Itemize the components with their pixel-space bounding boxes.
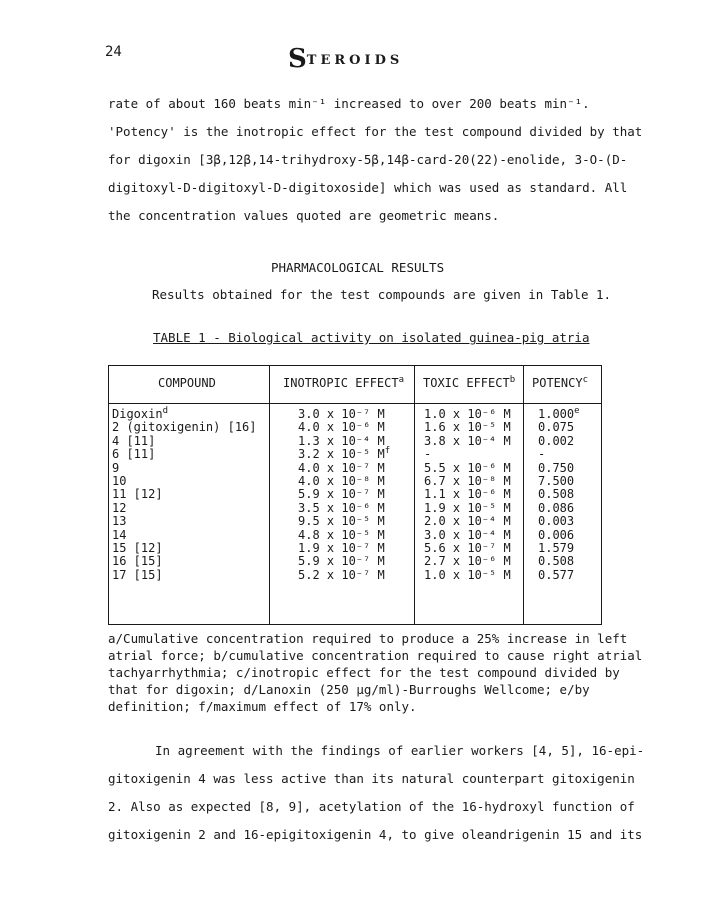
- cell-compound: [112, 487, 163, 502]
- intro-line-2: 'Potency' is the inotropic effect for the test compound divided by that: [108, 124, 643, 139]
- cell-inotropic: [298, 487, 385, 502]
- discussion-line-1: In agreement with the findings of earlier workers [4, 5], 16-epi-: [155, 743, 645, 758]
- cell-toxic-text: 3.0 x 10⁻⁴ M: [424, 528, 511, 542]
- cell-toxic: [424, 434, 511, 449]
- cell-potency-text: 0.750: [538, 461, 575, 475]
- cell-inotropic-text: 1.9 x 10⁻⁷ M: [298, 541, 385, 555]
- header-toxic: [423, 376, 515, 390]
- header-compound: COMPOUND: [158, 376, 216, 390]
- cell-potency-text: 0.003: [538, 514, 575, 528]
- discussion-line-3: 2. Also as expected [8, 9], acetylation of the 16-hydroxyl function of: [108, 799, 635, 814]
- results-sentence: Results obtained for the test compounds are given in Table 1.: [152, 287, 612, 302]
- journal-title: [288, 44, 403, 74]
- cell-potency: [538, 447, 545, 462]
- cell-toxic-text: 1.0 x 10⁻⁵ M: [424, 568, 511, 582]
- cell-toxic: [424, 568, 511, 583]
- cell-compound-text: 14: [112, 528, 127, 542]
- cell-compound-text: 10: [112, 474, 127, 488]
- cell-inotropic-text: 4.8 x 10⁻⁵ M: [298, 528, 385, 542]
- cell-toxic-text: 5.6 x 10⁻⁷ M: [424, 541, 511, 555]
- cell-compound-text: 12: [112, 501, 127, 515]
- cell-inotropic-text: 5.9 x 10⁻⁷ M: [298, 487, 385, 501]
- cell-inotropic: [298, 420, 385, 435]
- header-potency-label: POTENCY: [532, 376, 583, 390]
- cell-compound-text: 4 [11]: [112, 434, 156, 448]
- cell-toxic: [424, 420, 511, 435]
- cell-inotropic-text: 1.3 x 10⁻⁴ M: [298, 434, 385, 448]
- cell-potency-sup: e: [574, 406, 580, 416]
- cell-inotropic-text: 4.0 x 10⁻⁷ M: [298, 461, 385, 475]
- cell-compound: [112, 420, 257, 435]
- cell-toxic-text: 1.0 x 10⁻⁶ M: [424, 407, 511, 421]
- intro-line-1: rate of about 160 beats min⁻¹ increased to over 200 beats min⁻¹.: [108, 96, 590, 111]
- cell-compound-text: 6 [11]: [112, 447, 156, 461]
- column-divider: [523, 366, 524, 624]
- cell-potency-text: 0.002: [538, 434, 575, 448]
- intro-line-4: digitoxyl-D-digitoxyl-D-digitoxoside] which was used as standard. All: [108, 180, 628, 195]
- cell-toxic-text: -: [424, 447, 432, 461]
- cell-potency-text: 1.000: [538, 407, 575, 421]
- discussion-line-4: gitoxigenin 2 and 16-epigitoxigenin 4, to give oleandrigenin 15 and its: [108, 827, 643, 842]
- page-number: 24: [105, 44, 122, 60]
- cell-toxic-text: 1.9 x 10⁻⁵ M: [424, 501, 511, 515]
- cell-potency: [538, 487, 574, 502]
- footnote-line-1: a/Cumulative concentration required to produce a 25% increase in left: [108, 631, 628, 646]
- cell-inotropic-sup: f: [384, 446, 391, 456]
- cell-toxic-text: 2.7 x 10⁻⁶ M: [424, 554, 511, 568]
- footnote-line-3: tachyarrhythmia; c/inotropic effect for the test compound divided by: [108, 665, 620, 680]
- cell-potency: [538, 554, 574, 569]
- cell-inotropic: [298, 447, 390, 462]
- footnote-line-5: definition; f/maximum effect of 17% only.: [108, 699, 417, 714]
- cell-potency-text: 1.579: [538, 541, 575, 555]
- cell-inotropic-text: 3.0 x 10⁻⁷ M: [298, 407, 385, 421]
- cell-inotropic-text: 9.5 x 10⁻⁵ M: [298, 514, 385, 528]
- footnote-line-4: that for digoxin; d/Lanoxin (250 µg/ml)-Burroughs Wellcome; e/by: [108, 682, 590, 697]
- cell-inotropic-text: 5.9 x 10⁻⁷ M: [298, 554, 385, 568]
- section-heading: PHARMACOLOGICAL RESULTS: [271, 260, 445, 275]
- intro-line-5: the concentration values quoted are geometric means.: [108, 208, 500, 223]
- cell-inotropic: [298, 568, 385, 583]
- header-inotropic-sup: a: [398, 375, 405, 385]
- cell-potency-text: -: [538, 447, 546, 461]
- cell-toxic-text: 3.8 x 10⁻⁴ M: [424, 434, 511, 448]
- header-toxic-sup: b: [509, 375, 516, 385]
- cell-inotropic-text: 3.5 x 10⁻⁶ M: [298, 501, 385, 515]
- column-divider: [269, 366, 270, 624]
- header-potency: [532, 376, 588, 390]
- cell-toxic-text: 6.7 x 10⁻⁸ M: [424, 474, 511, 488]
- footnote-line-2: atrial force; b/cumulative concentration required to cause right atrial: [108, 648, 643, 663]
- cell-compound: [112, 568, 163, 583]
- intro-line-3: for digoxin [3β,12β,14-trihydroxy-5β,14β-card-20(22)-enolide, 3-O-(D-: [108, 152, 628, 167]
- table-header-divider: [109, 403, 601, 404]
- cell-toxic-text: 1.6 x 10⁻⁵ M: [424, 420, 511, 434]
- cell-toxic: [424, 447, 431, 462]
- cell-compound-text: 16 [15]: [112, 554, 163, 568]
- header-inotropic: [283, 376, 404, 390]
- column-divider: [414, 366, 415, 624]
- cell-inotropic-text: 4.0 x 10⁻⁸ M: [298, 474, 385, 488]
- cell-compound-text: 17 [15]: [112, 568, 163, 582]
- table-caption-text: TABLE 1 - Biological activity on isolated guinea-pig atria: [153, 330, 590, 345]
- cell-compound-text: 9: [112, 461, 120, 475]
- cell-compound: [112, 514, 126, 529]
- cell-toxic-text: 2.0 x 10⁻⁴ M: [424, 514, 511, 528]
- cell-potency-text: 0.577: [538, 568, 575, 582]
- cell-inotropic: [298, 554, 385, 569]
- cell-compound: [112, 554, 163, 569]
- cell-inotropic-text: 4.0 x 10⁻⁶ M: [298, 420, 385, 434]
- cell-compound-text: 2 (gitoxigenin) [16]: [112, 420, 257, 434]
- cell-potency-text: 7.500: [538, 474, 575, 488]
- cell-toxic: [424, 514, 511, 529]
- cell-toxic: [424, 554, 511, 569]
- cell-compound-text: 15 [12]: [112, 541, 163, 555]
- cell-compound: [112, 447, 155, 462]
- header-inotropic-label: INOTROPIC EFFECT: [283, 376, 399, 390]
- cell-toxic-text: 1.1 x 10⁻⁶ M: [424, 487, 511, 501]
- cell-inotropic-text: 3.2 x 10⁻⁵ M: [298, 447, 385, 461]
- cell-potency: [538, 514, 574, 529]
- cell-compound-sup: d: [162, 406, 168, 416]
- discussion-line-2: gitoxigenin 4 was less active than its natural counterpart gitoxigenin: [108, 771, 635, 786]
- header-toxic-label: TOXIC EFFECT: [423, 376, 510, 390]
- table-caption: [153, 330, 590, 345]
- cell-potency: [538, 568, 574, 583]
- cell-compound-text: 11 [12]: [112, 487, 163, 501]
- cell-inotropic-text: 5.2 x 10⁻⁷ M: [298, 568, 385, 582]
- cell-toxic-text: 5.5 x 10⁻⁶ M: [424, 461, 511, 475]
- cell-toxic: [424, 487, 511, 502]
- header-potency-sup: c: [582, 375, 588, 385]
- cell-potency-text: 0.075: [538, 420, 575, 434]
- cell-potency-text: 0.508: [538, 554, 575, 568]
- cell-compound-text: Digoxin: [112, 407, 163, 421]
- journal-rest: TEROIDS: [306, 53, 404, 68]
- cell-potency: [538, 420, 574, 435]
- cell-potency-text: 0.508: [538, 487, 575, 501]
- cell-inotropic: [298, 514, 385, 529]
- journal-initial: S: [288, 44, 307, 74]
- cell-compound-text: 13: [112, 514, 127, 528]
- cell-potency-text: 0.086: [538, 501, 575, 515]
- cell-potency-text: 0.006: [538, 528, 575, 542]
